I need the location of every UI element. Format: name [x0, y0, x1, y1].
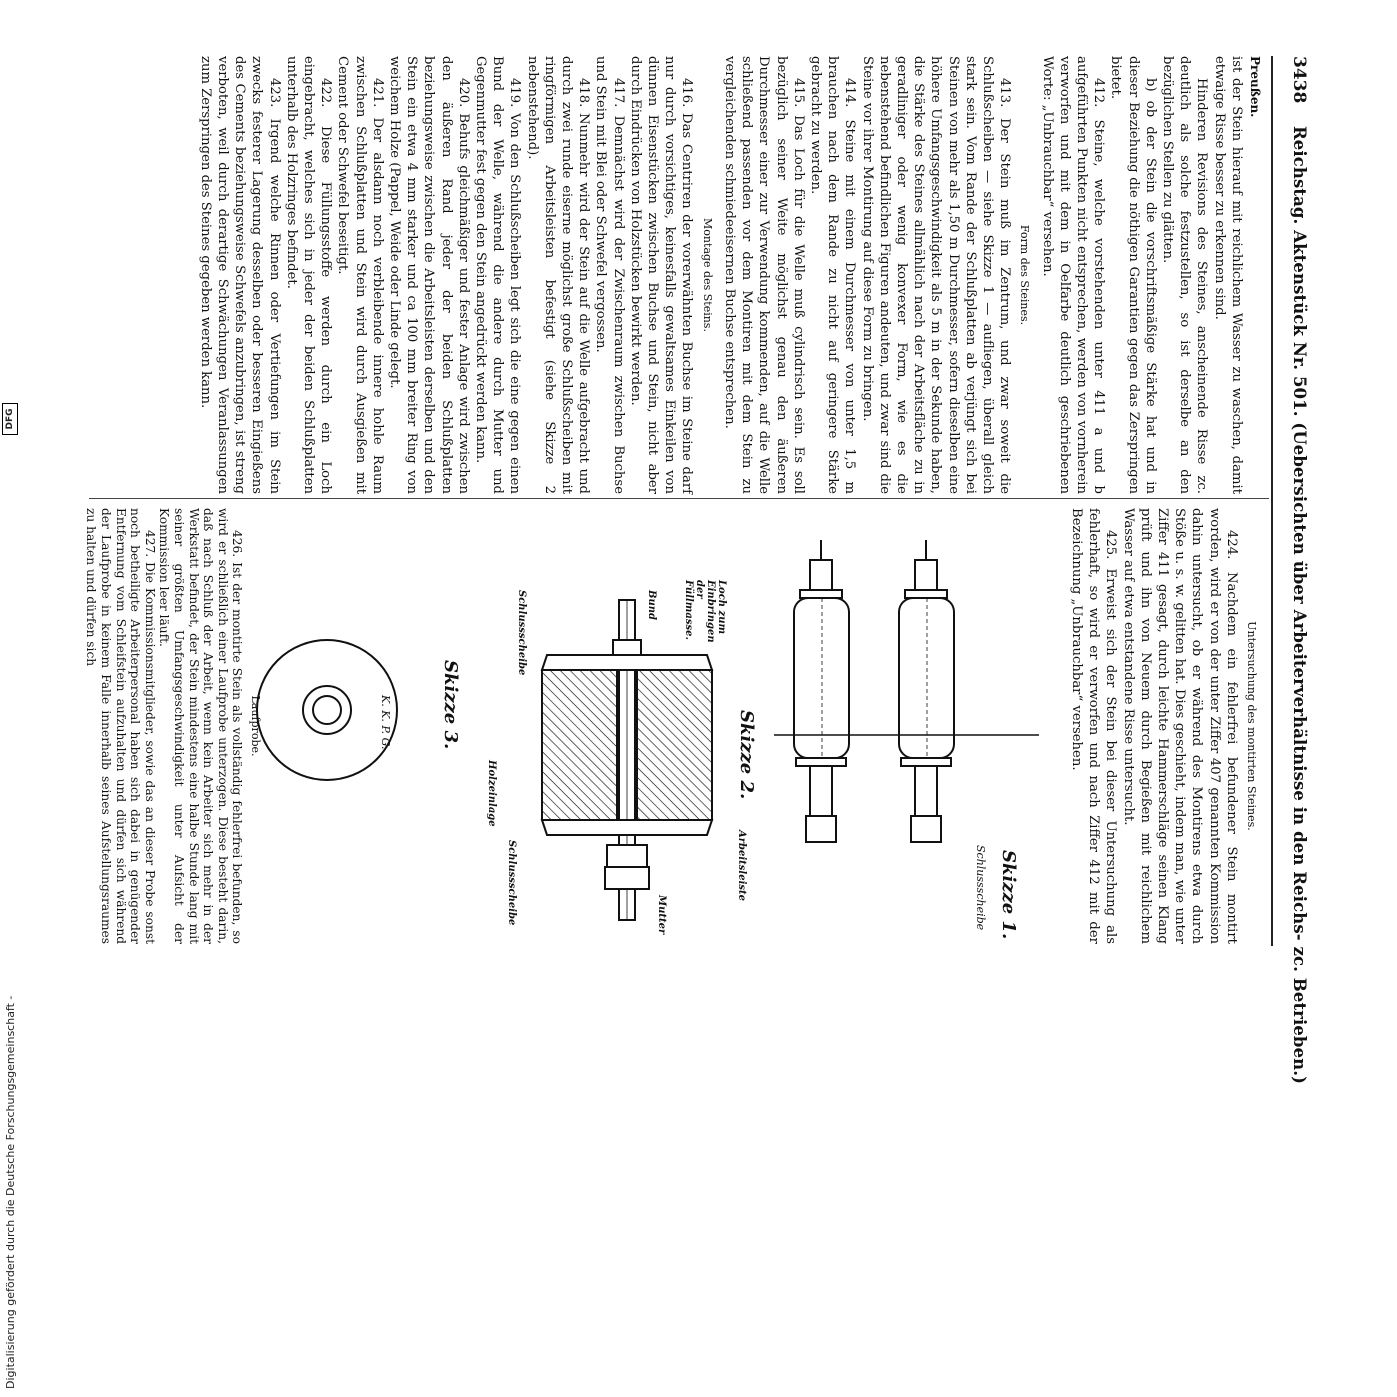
digitization-text: Digitalisierung gefördert durch die Deutsche Forschungsgemeinschaft -: [4, 995, 17, 1389]
column-divider: [89, 498, 1269, 499]
label-loch: Loch zum Einbringen der Füllmasse.: [683, 580, 727, 643]
figure-skizze-1: [759, 520, 1059, 950]
paragraph-417: 417. Demnächst wird der Zwischenraum zwischen Buchse und Stein mit Blei oder Schwefel vergossen.: [593, 56, 626, 494]
label-bund: Bund: [646, 590, 657, 620]
label-holzeinlage: Holzeinlage: [486, 760, 497, 827]
paragraph: Hinderen Revisions des Steines, anscheinende Risse zc. deutlich als solche festzustellen, so ist derselbe an den bezüglichen Stellen zu glätten.: [1159, 56, 1210, 494]
label-arbeitsleiste: Arbeitsleiste: [736, 830, 747, 902]
label-schlussscheibe-bottom: Schlussscheibe: [506, 840, 517, 926]
paragraph: ist der Stein hierauf mit reichlichem Wasser zu waschen, damit etwaige Risse besser zu erkennen sind.: [1211, 56, 1244, 494]
digitization-note: [0, 397, 22, 1397]
section-heading: Form des Steines.: [1018, 224, 1032, 326]
skizze-2-caption: Skizze 2.: [736, 710, 757, 800]
paragraph-415: 415. Das Loch für die Welle muß cylindrisch sein. Es soll bezüglich seiner Weite möglichst genau den äußeren Durchmesser einer zur Verwendung kommenden, auf die Welle schließend passenden vor dem Montiren mit dem Stein zu vergleichenden schmiedeeisernen Buchse entsprechen.: [721, 56, 806, 494]
paragraph-413: 413. Der Stein muß im Zentrum, und zwar soweit die Schlußscheiben — siehe Skizze 1 — aufliegen, überall gleich stark sein. Vom Rande der Schlußplatten ab verjüngt sich bei Steinen von mehr als 1,50 m Durchmesser, sofern dieselben eine höhere Umfangsgeschwindigkeit als 5 m in der Sekunde haben, die Stärke des Steines allmählich nach der Arbeitsfläche zu in geradliniger oder wenig konvexer Form, wie es die nebenstehend befindlichen Figuren andeuten, und zwar sind die Steine vor ihrer Montirung auf diese Form zu bringen.: [859, 56, 1013, 494]
paragraph-412: 412. Steine, welche vorstehenden unter 411 a und b aufgeführten Punkten nicht entsprechen, werden von vornherein verworfen und mit dem in Oelfarbe deutlich geschriebenen Worte: „Unbrauchbar“ versehen.: [1039, 56, 1107, 494]
paragraph-427: 427. Die Kommissionsmitglieder, sowie das an dieser Probe sonst noch betheiligte Arbeiterpersonal haben sich dabei in genügender Entfernung vom Schleifstein aufzuhalten und dürfen sich während der Laufprobe in keinem Falle innerhalb seines Aufstellungsraumes zu halten und dürfen sich: [84, 508, 157, 944]
paragraph: b) ob der Stein die vorschriftsmäßige Stärke hat und in dieser Beziehung die nöthigen Garantien gegen das Zerspringen bietet.: [1108, 56, 1158, 494]
paragraph-414: 414. Steine mit einem Durchmesser von unter 1,5 m brauchen nach dem Rande zu nicht auf geringere Stärke gebracht zu werden.: [807, 56, 858, 494]
header-rule: [1271, 56, 1273, 946]
paragraph-418: 418. Nunmehr wird der Stein auf die Welle aufgebracht und durch zwei runde eiserne möglichst große Schlußscheiben mit ringförmigen Arbeitsleisten befestigt (siehe Skizze 2 nebenstehend).: [524, 56, 592, 494]
dfg-logo: DFG: [2, 403, 18, 435]
label-schlussscheibe-top: Schlussscheibe: [516, 590, 527, 676]
page-header: [1275, 56, 1315, 1085]
page-number: 3438: [1289, 56, 1309, 104]
figure-skizze-2: [437, 560, 767, 960]
label-mutter: Mutter: [656, 895, 667, 935]
state-heading: Preußen.: [1248, 56, 1262, 118]
section-heading: Montage des Steins.: [700, 218, 714, 332]
paragraph-425: 425. Erweist sich der Stein bei dieser Untersuchung als fehlerhaft, so wird er verworfen und nach Ziffer 412 mit der Bezeichnung „Unbrauchbar“ versehen.: [1068, 508, 1119, 944]
paragraph-422: 422. Diese Füllungsstoffe werden durch ein Loch eingebracht, welches sich in jeder der beiden Schlußplatten unterhalb des Holzringes befindet.: [283, 56, 334, 494]
paragraph-419: 419. Von den Schlußscheiben legt sich die eine gegen einen Bund der Welle, während die andere durch Mutter und Gegenmutter fest gegen den Stein angedrückt werden kann.: [473, 56, 523, 494]
skizze-3-mark: K. K. P. G.: [379, 695, 392, 750]
paragraph-423: 423. Irgend welche Rinnen oder Vertiefungen im Stein zwecks festerer Lagerung desselben oder besseren Eingießens des Cements beziehungsweise Schwefels anzubringen, ist streng verboten, weil durch derartige Schwächungen Veranlassungen zum Zerspringen des Steines gegeben werden kann.: [197, 56, 282, 494]
skizze-1-label: Schlussscheibe: [974, 845, 987, 931]
page-title: Reichstag. Aktenstück Nr. 501. (Uebersichten über Arbeiterverhältnisse in den Reichs- zc. Betrieben.): [1290, 126, 1309, 1085]
right-column-lower: [84, 508, 267, 944]
left-column: [197, 56, 1265, 494]
skizze-1-caption: Skizze 1.: [998, 850, 1019, 940]
paragraph-424: 424. Nachdem ein fehlerfrei befundener Stein montirt worden, wird er von der unter Ziffer 407 genannten Kommission dahin untersucht, ob er während des Montirens etwa durch Stöße u. s. w. gelitten hat. Dies geschieht, indem man, wie unter Ziffer 411 gesagt, durch leichte Hammerschläge seinen Klang prüft und ihn von Neuem durch Begießen mit reichlichem Wasser auf etwa entstandene Risse untersucht.: [1120, 508, 1239, 944]
paragraph-416: 416. Das Centriren der vorerwähnten Buchse im Steine darf nur durch vorsichtiges, keinesfalls gewaltsames Einkeilen von dünnen Eisenstücken zwischen Buchse und Stein, nicht aber durch Eindrücken von Holzstücken bewirkt werden.: [627, 56, 695, 494]
paragraph-420: 420. Behufs gleichmäßiger und fester Anlage wird zwischen den äußeren Rand jeder der beiden Schlußplatten beziehungsweise zwischen die Arbeitsleisten derselben und den Stein ein etwa 4 mm starker und ca 100 mm breiter Ring von weichem Holze (Pappel, Weide oder Linde gelegt.: [387, 56, 471, 494]
section-heading: Laufprobe.: [249, 695, 262, 757]
section-heading: Untersuchung des montirten Steines.: [1245, 621, 1258, 831]
paragraph-426: 426. Ist der montirte Stein als vollständig fehlerfrei befunden, so wird er schließlich einer Laufprobe unterzogen. Diese besteht darin, daß nach Schluß der Arbeit, wenn kein Arbeiter sich mehr in der Werkstatt befindet, der Stein mindestens eine halbe Stunde lang mit seiner größten Umfangsgeschwindigkeit unter Aufsicht der Kommission leer läuft.: [157, 508, 245, 944]
paragraph-421: 421. Der alsdann noch verbleibende innere hohle Raum zwischen Schlußplatten und Stein wird durch Ausgießen mit Cement oder Schwefel beseitigt.: [335, 56, 385, 494]
skizze-3-caption: Skizze 3.: [440, 660, 461, 750]
right-column: [1068, 508, 1265, 944]
